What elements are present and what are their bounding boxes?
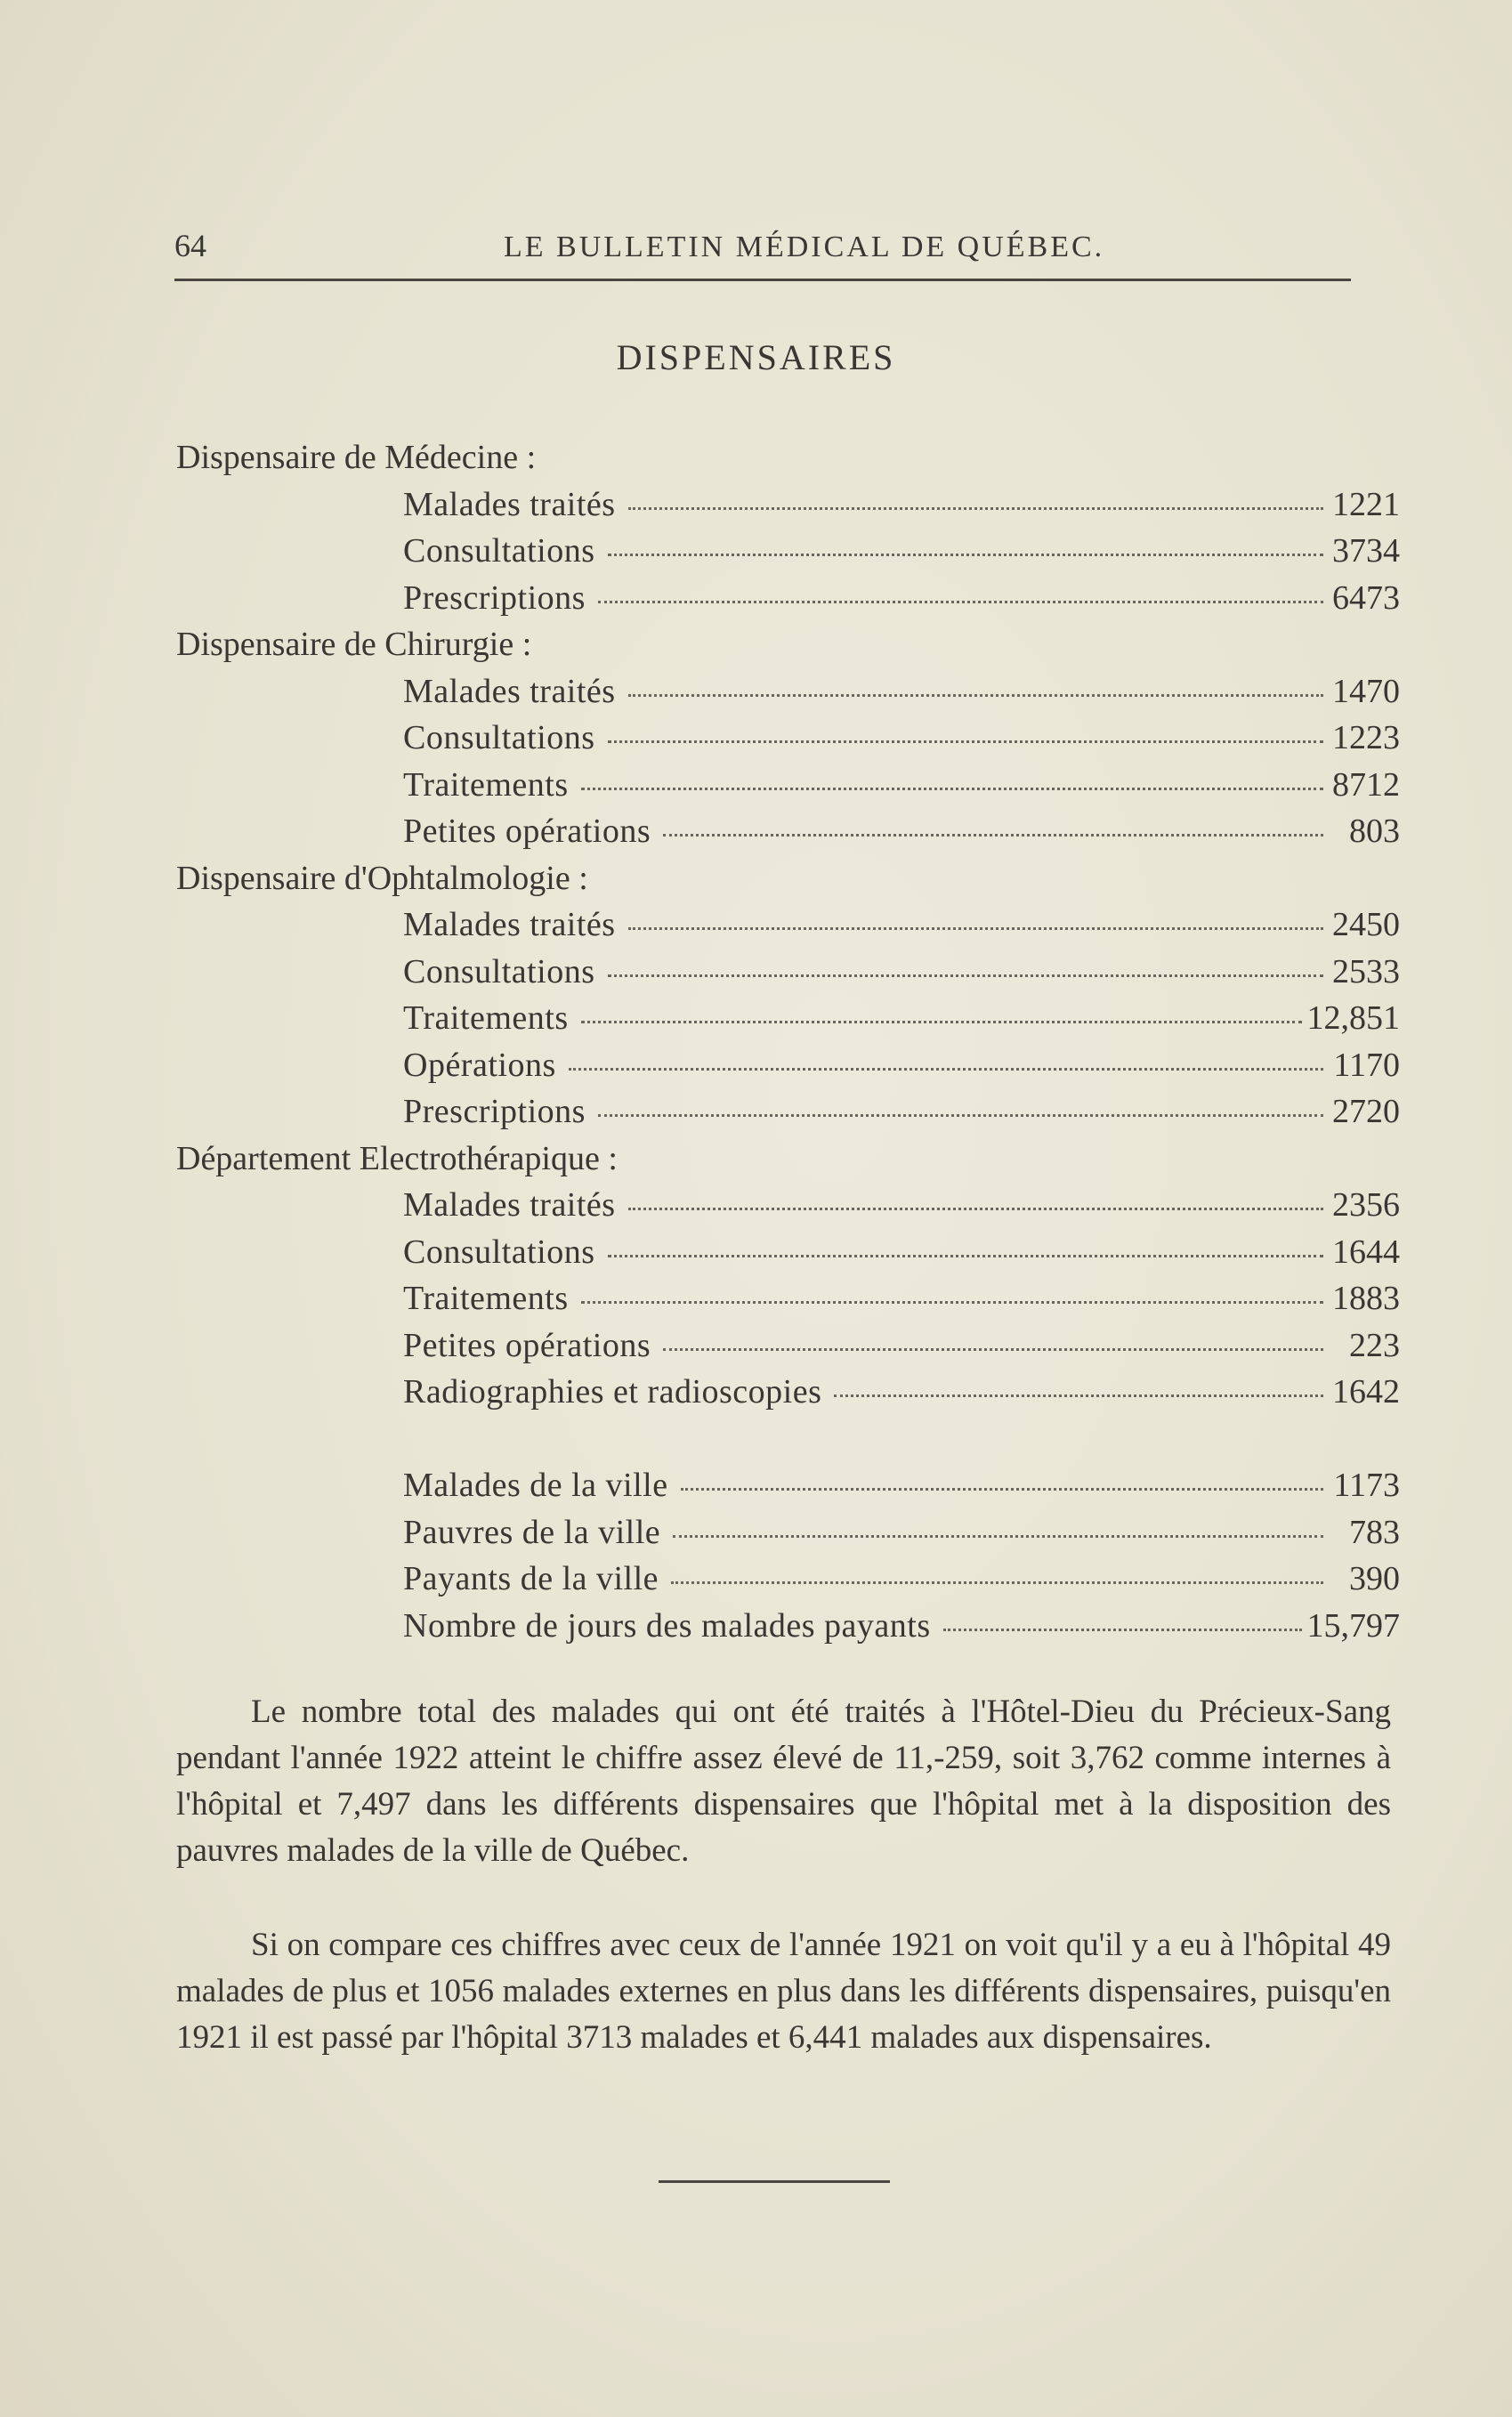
- section-heading: Département Electrothérapique :: [176, 1139, 618, 1177]
- stat-value: 1470: [1332, 672, 1400, 710]
- stat-label: Prescriptions: [403, 1093, 586, 1130]
- footer-rule: [659, 2180, 890, 2183]
- stat-label: Consultations: [403, 1233, 595, 1271]
- stat-value: 1170: [1333, 1046, 1400, 1084]
- leader-dots: [943, 1628, 1302, 1631]
- leader-dots: [598, 1113, 1323, 1117]
- summary-row: [403, 1462, 1400, 1509]
- stat-row: [403, 808, 1400, 855]
- stat-row: [403, 1275, 1400, 1322]
- stat-value: 2450: [1332, 906, 1400, 943]
- stat-row: [403, 1229, 1400, 1276]
- stat-value: 390: [1349, 1560, 1400, 1597]
- leader-dots: [834, 1394, 1323, 1397]
- leader-dots: [581, 787, 1323, 790]
- section-heading: Dispensaire de Médecine :: [176, 439, 537, 476]
- stat-label: Malades traités: [403, 906, 616, 943]
- stat-value: 783: [1349, 1513, 1400, 1551]
- stat-row: [403, 668, 1400, 715]
- stat-row: [403, 1369, 1400, 1416]
- stat-value: 15,797: [1306, 1606, 1400, 1645]
- stat-label: Consultations: [403, 719, 595, 756]
- stat-label: Malades traités: [403, 1186, 616, 1224]
- leader-dots: [663, 1347, 1323, 1351]
- summary-row: [403, 1509, 1400, 1556]
- stat-value: 2356: [1332, 1186, 1400, 1224]
- stat-value: 1644: [1332, 1233, 1400, 1271]
- stat-row: [403, 995, 1400, 1042]
- section-ophtalmologie: [176, 855, 1400, 1136]
- stat-label: Malades traités: [403, 672, 616, 710]
- stat-label: Nombre de jours des malades payants: [403, 1606, 931, 1645]
- stat-value: 8712: [1332, 765, 1400, 804]
- summary-row: [403, 1603, 1400, 1650]
- stat-value: 803: [1349, 812, 1400, 850]
- leader-dots: [581, 1300, 1323, 1304]
- leader-dots: [608, 553, 1323, 556]
- stat-label: Traitements: [403, 765, 569, 804]
- leader-dots: [681, 1487, 1323, 1491]
- stat-value: 1223: [1332, 719, 1400, 756]
- section-medecine: [176, 434, 1400, 621]
- stat-label: Consultations: [403, 952, 595, 990]
- stat-row: [403, 715, 1400, 762]
- summary-block: [176, 1462, 1400, 1649]
- stat-label: Malades traités: [403, 485, 616, 523]
- leader-dots: [671, 1580, 1323, 1584]
- stat-value: 1883: [1332, 1280, 1400, 1317]
- stat-row: [403, 1182, 1400, 1229]
- section-heading: Dispensaire de Chirurgie :: [176, 626, 532, 663]
- stat-value: 223: [1349, 1326, 1400, 1364]
- stat-label: Pauvres de la ville: [403, 1513, 661, 1551]
- body-paragraph: Si on compare ces chiffres avec ceux de l'année 1921 on voit qu'il y a eu à l'hôpital 49 malades de plus et 1056 malades externes en plus dans les différents dispensaires, puisqu'en 1921 il est passé par l'hôpital 3713 malades et 6,441 malades aux dispensaires.: [176, 1927, 1391, 2056]
- stat-label: Traitements: [403, 1280, 569, 1317]
- journal-title: LE BULLETIN MÉDICAL DE QUÉBEC.: [504, 230, 1105, 263]
- stat-label: Malades de la ville: [403, 1467, 668, 1504]
- stat-row: [403, 575, 1400, 622]
- section-spacer: [176, 1416, 1400, 1463]
- stat-value: 1221: [1332, 485, 1400, 523]
- stat-value: 6473: [1332, 578, 1400, 617]
- stat-row: [403, 528, 1400, 575]
- dispensary-statistics: [176, 434, 1400, 1649]
- leader-dots: [608, 974, 1323, 977]
- section-title: DISPENSAIRES: [616, 337, 896, 377]
- stat-value: 1642: [1332, 1373, 1400, 1411]
- leader-dots: [569, 1067, 1323, 1071]
- body-paragraph: Le nombre total des malades qui ont été traités à l'Hôtel-Dieu du Précieux-Sang pendant l'année 1922 atteint le chiffre assez élevé de 11,-259, soit 3,762 comme internes à l'hôpital et 7,497 dans les différents dispensaires que l'hôpital met à la disposition des pauvres malades de la ville de Québec.: [176, 1694, 1391, 1869]
- stat-value: 3734: [1332, 532, 1400, 570]
- stat-label: Radiographies et radioscopies: [403, 1373, 822, 1411]
- summary-row: [403, 1556, 1400, 1603]
- stat-row: [403, 1088, 1400, 1136]
- stat-label: Consultations: [403, 532, 595, 570]
- stat-row: [403, 1042, 1400, 1089]
- section-heading: Dispensaire d'Ophtalmologie :: [176, 859, 588, 897]
- leader-dots: [608, 1254, 1323, 1257]
- stat-label: Traitements: [403, 999, 569, 1037]
- stat-value: 1173: [1333, 1467, 1400, 1504]
- section-chirurgie: [176, 621, 1400, 855]
- stat-row: [403, 949, 1400, 996]
- leader-dots: [673, 1534, 1323, 1538]
- stat-label: Payants de la ville: [403, 1560, 659, 1597]
- leader-dots: [628, 1207, 1323, 1210]
- section-electrotherapie: [176, 1136, 1400, 1416]
- stat-label: Petites opérations: [403, 812, 651, 850]
- stat-value: 12,851: [1306, 999, 1400, 1037]
- leader-dots: [598, 600, 1323, 603]
- stat-row: [403, 1322, 1400, 1370]
- stat-row: [403, 481, 1400, 529]
- leader-dots: [628, 506, 1323, 510]
- header-rule: [174, 279, 1351, 281]
- stat-row: [403, 901, 1400, 949]
- leader-dots: [628, 693, 1323, 697]
- leader-dots: [608, 740, 1323, 743]
- stat-row: [403, 762, 1400, 809]
- leader-dots: [663, 833, 1323, 837]
- page-number: 64: [174, 228, 206, 263]
- leader-dots: [581, 1020, 1302, 1023]
- stat-value: 2533: [1332, 952, 1400, 990]
- leader-dots: [628, 926, 1323, 930]
- stat-value: 2720: [1332, 1093, 1400, 1130]
- stat-label: Petites opérations: [403, 1326, 651, 1364]
- stat-label: Prescriptions: [403, 578, 586, 617]
- stat-label: Opérations: [403, 1046, 556, 1084]
